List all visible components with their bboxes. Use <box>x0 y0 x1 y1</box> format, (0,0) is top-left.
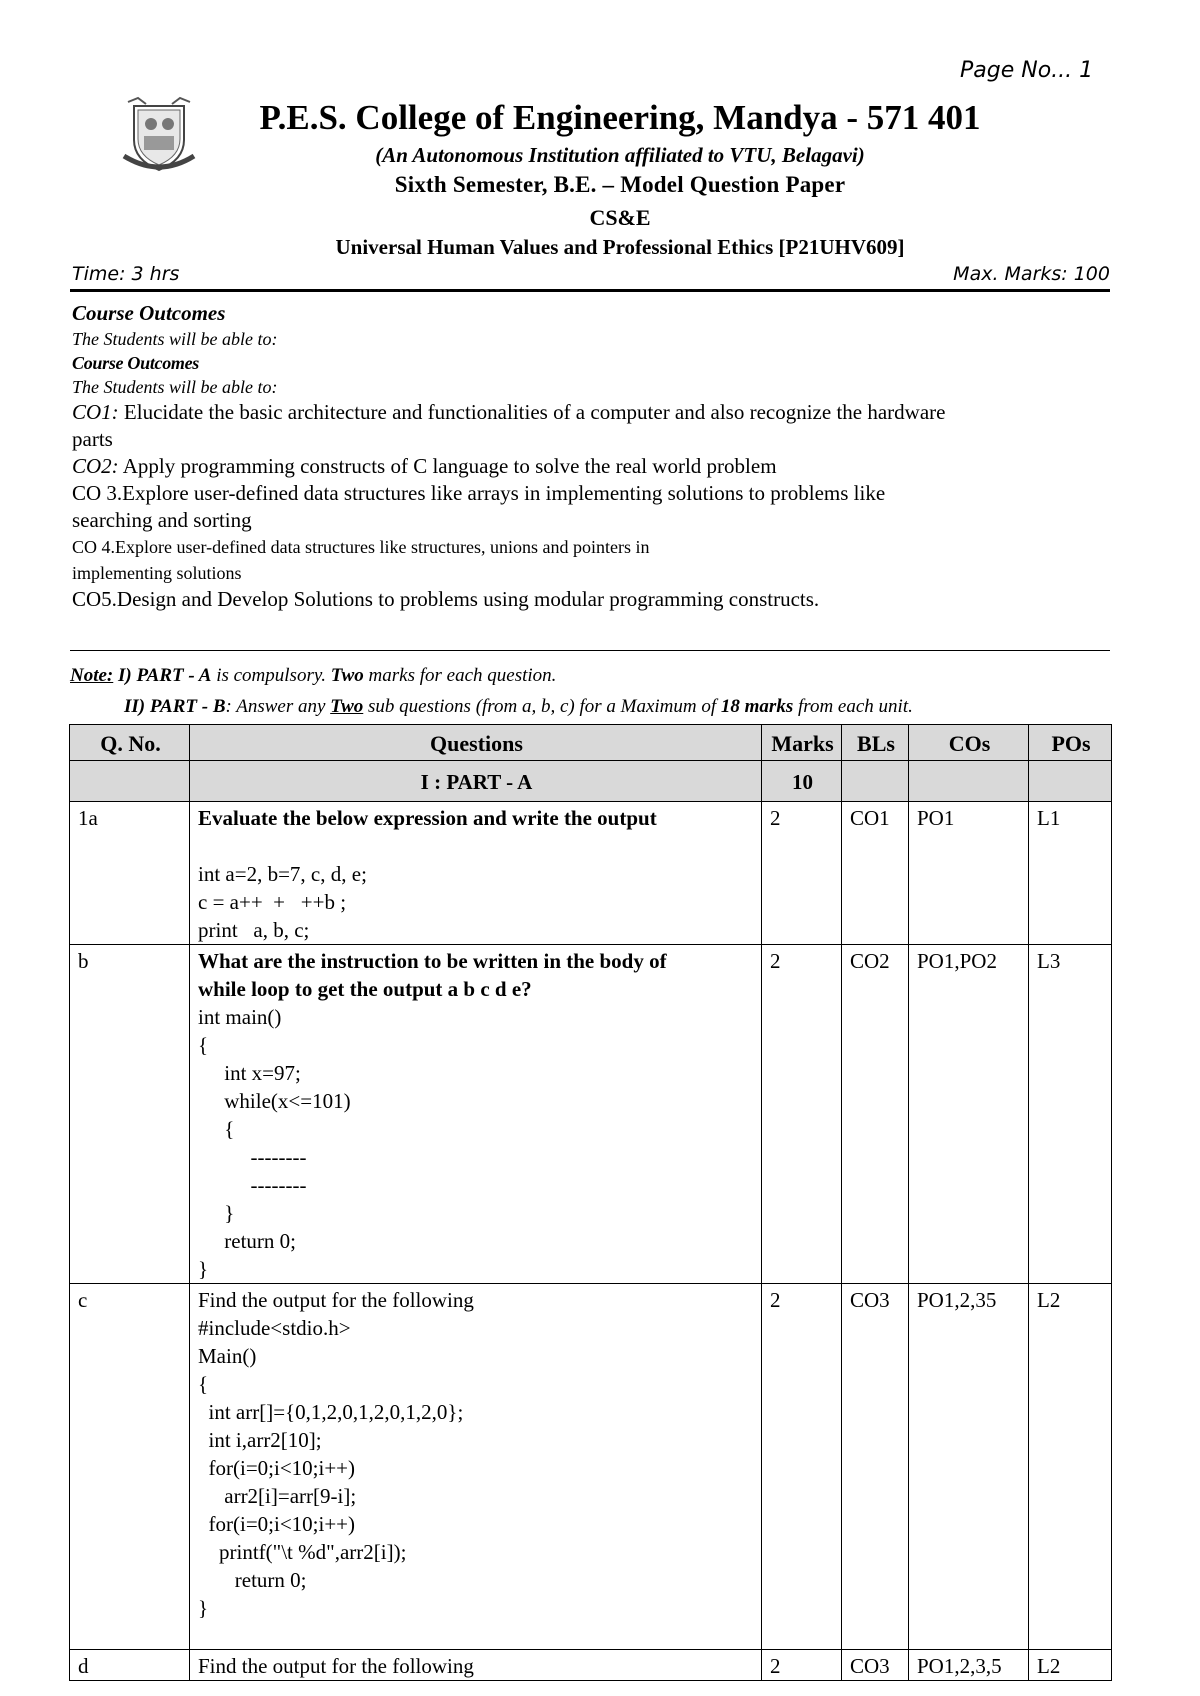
col-qno: Q. No. <box>70 725 190 761</box>
section-divider <box>70 650 1110 651</box>
question-text: Find the output for the following #include<stdio.h> Main() { int arr[]={0,1,2,0,1,2,0,1,2,0}; int i,arr2[10]; for(i=0;i<10;i++) arr2[i]=arr[9-i]; for(i=0;i<10;i++) printf("\t %d",arr2[i]); return 0; } <box>190 1284 762 1650</box>
question-po: L1 <box>1029 802 1112 945</box>
question-co: PO1,2,35 <box>909 1284 1029 1650</box>
co3-continued: searching and sorting <box>72 508 252 532</box>
co4-continued: implementing solutions <box>72 563 242 583</box>
exam-title: Sixth Semester, B.E. – Model Question Paper <box>394 172 846 197</box>
col-bls: BLs <box>842 725 909 761</box>
question-text: Evaluate the below expression and write the output int a=2, b=7, c, d, e; c = a++ + ++b ; print a, b, c; <box>190 802 762 945</box>
question-co: PO1 <box>909 802 1029 945</box>
question-marks: 2 <box>762 945 842 1284</box>
co-subheading-repeat: The Students will be able to: <box>72 377 278 397</box>
co1-continued: parts <box>72 427 113 451</box>
course-title: Universal Human Values and Professional Ethics [P21UHV609] <box>335 235 905 259</box>
table-header-row <box>70 725 1112 761</box>
question-bl: CO3 <box>842 1650 909 1681</box>
max-marks: Max. Marks: 100 <box>953 263 1110 285</box>
question-text: What are the instruction to be written in the body of while loop to get the output a b c d e? int main() { int x=97; while(x<=101) { -------- -------- } return 0; } <box>190 945 762 1284</box>
table-row <box>70 1650 1112 1681</box>
co1: CO1: Elucidate the basic architecture and functionalities of a computer and also recognize the hardware <box>72 400 946 424</box>
question-text: Find the output for the following <box>190 1650 762 1681</box>
question-co: PO1,PO2 <box>909 945 1029 1284</box>
co5: CO5.Design and Develop Solutions to problems using modular programming constructs. <box>72 587 820 611</box>
question-code: int main() { int x=97; while(x<=101) { -------- -------- } return 0; } <box>198 1005 351 1281</box>
part-a-row <box>70 761 1112 802</box>
question-number: 1a <box>70 802 190 945</box>
question-bl: CO2 <box>842 945 909 1284</box>
co-heading-repeat: Course Outcomes <box>72 353 200 373</box>
co-heading: Course Outcomes <box>72 301 226 325</box>
question-bl: CO3 <box>842 1284 909 1650</box>
note-line-2: II) PART - B: Answer any Two sub questions (from a, b, c) for a Maximum of 18 marks from each unit. <box>124 696 913 717</box>
question-bl: CO1 <box>842 802 909 945</box>
co3: CO 3.Explore user-defined data structures like arrays in implementing solutions to problems like <box>72 481 886 505</box>
co-subheading: The Students will be able to: <box>72 329 278 349</box>
exam-duration: Time: 3 hrs <box>72 263 180 285</box>
note-line-1: Note: I) PART - A is compulsory. Two marks for each question. <box>70 665 557 686</box>
course-outcomes <box>72 300 1112 613</box>
question-marks: 2 <box>762 1284 842 1650</box>
instructions-note <box>70 660 913 722</box>
college-name: P.E.S. College of Engineering, Mandya - 571 401 <box>259 98 981 137</box>
table-row <box>70 802 1112 945</box>
question-number: d <box>70 1650 190 1681</box>
question-code: #include<stdio.h> Main() { int arr[]={0,1,2,0,1,2,0,1,2,0}; int i,arr2[10]; for(i=0;i<10;i++) arr2[i]=arr[9-i]; for(i=0;i<10;i++) printf("\t %d",arr2[i]); return 0; } <box>198 1316 464 1620</box>
col-questions: Questions <box>190 725 762 761</box>
question-number: b <box>70 945 190 1284</box>
question-table <box>69 724 1112 1681</box>
col-marks: Marks <box>762 725 842 761</box>
page-number: Page No... 1 <box>960 58 1094 83</box>
part-a-label: I : PART - A <box>190 761 762 802</box>
header-divider <box>70 289 1110 292</box>
question-code: int a=2, b=7, c, d, e; c = a++ + ++b ; print a, b, c; <box>198 862 367 942</box>
col-cos: COs <box>909 725 1029 761</box>
table-row <box>70 945 1112 1284</box>
part-a-marks: 10 <box>762 761 842 802</box>
question-marks: 2 <box>762 802 842 945</box>
question-co: PO1,2,3,5 <box>909 1650 1029 1681</box>
question-number: c <box>70 1284 190 1650</box>
question-marks: 2 <box>762 1650 842 1681</box>
co4: CO 4.Explore user-defined data structures like structures, unions and pointers in <box>72 537 650 557</box>
table-row <box>70 1284 1112 1650</box>
question-po: L2 <box>1029 1650 1112 1681</box>
department: CS&E <box>589 205 651 230</box>
question-po: L2 <box>1029 1284 1112 1650</box>
co2: CO2: Apply programming constructs of C language to solve the real world problem <box>72 454 777 478</box>
col-pos: POs <box>1029 725 1112 761</box>
question-po: L3 <box>1029 945 1112 1284</box>
affiliation: (An Autonomous Institution affiliated to VTU, Belagavi) <box>375 143 865 167</box>
